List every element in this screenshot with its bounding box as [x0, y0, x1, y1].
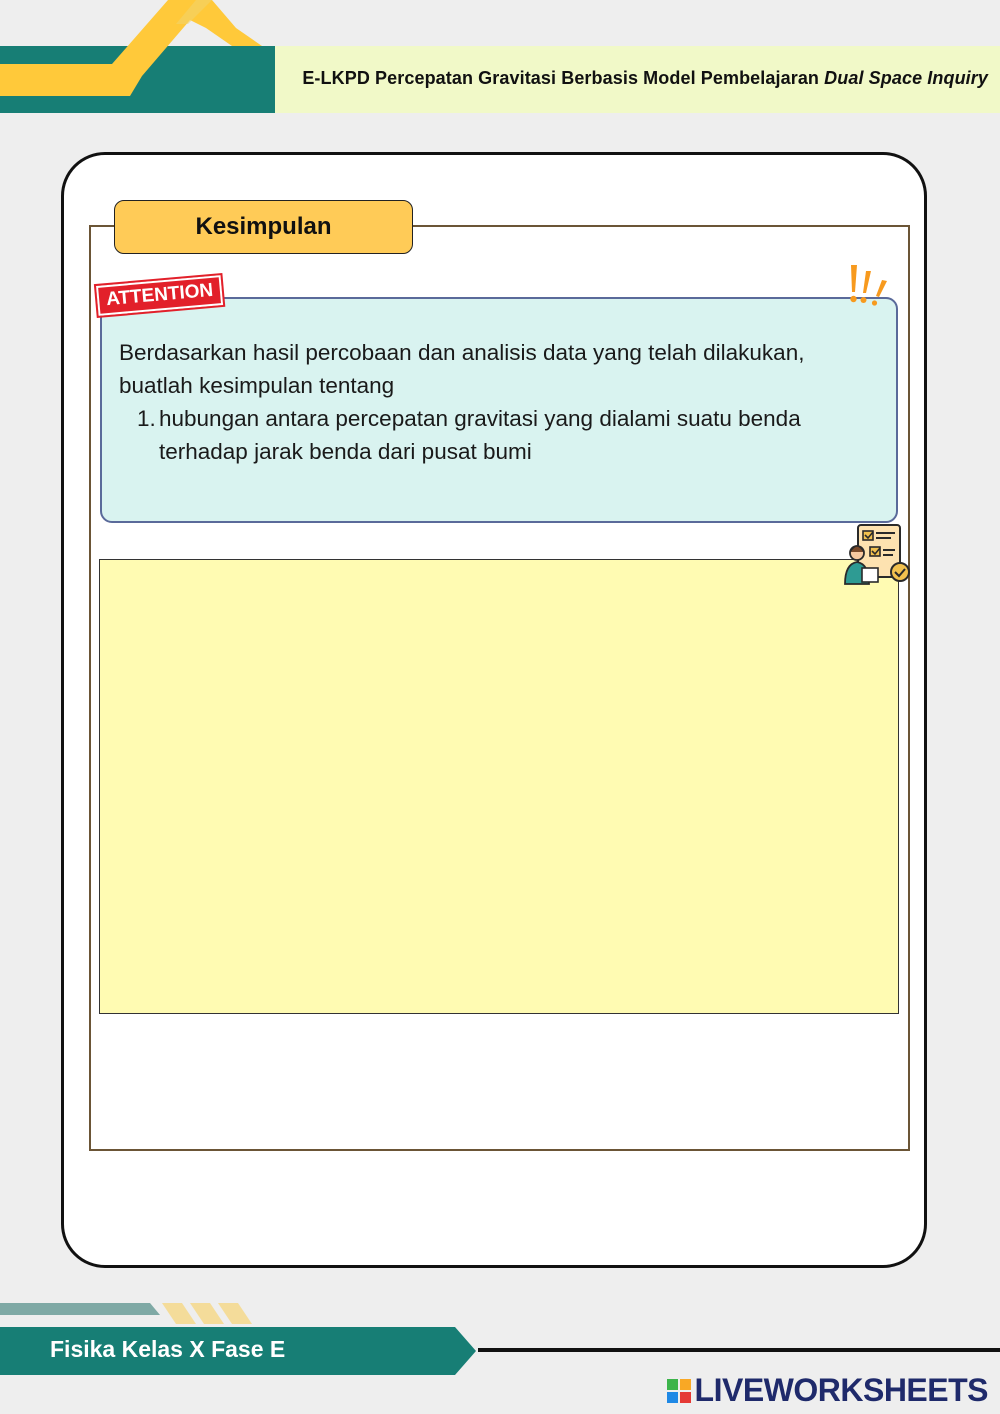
header-title-main: E-LKPD Percepatan Gravitasi Berbasis Model Pembelajaran	[302, 68, 820, 88]
brand	[667, 1372, 988, 1409]
brand-name: LIVEWORKSHEETS	[694, 1372, 988, 1408]
footer-label: Fisika Kelas X Fase E	[50, 1336, 286, 1362]
header-title-emphasis: Dual Space Inquiry	[824, 68, 988, 88]
list-item-text: hubungan antara percepatan gravitasi yang dialami suatu benda terhadap jarak benda dari pusat bumi	[159, 406, 801, 464]
footer-divider	[478, 1348, 1000, 1352]
checklist-person-icon	[842, 522, 912, 588]
liveworksheets-logo-icon	[667, 1379, 691, 1403]
section-label: Kesimpulan	[114, 200, 413, 254]
header-ribbon-decoration	[0, 0, 280, 115]
list-item-number: 1.	[137, 406, 156, 431]
instruction-text	[119, 336, 879, 468]
instruction-intro: Berdasarkan hasil percobaan dan analisis data yang telah dilakukan, buatlah kesimpulan tentang	[119, 340, 805, 398]
header-title	[302, 68, 988, 89]
attention-stamp: ATTENTION	[96, 275, 223, 316]
answer-textarea[interactable]	[99, 559, 899, 1014]
list-item	[119, 402, 879, 468]
instruction-list	[119, 402, 879, 468]
exclamation-marks-icon	[843, 262, 893, 308]
